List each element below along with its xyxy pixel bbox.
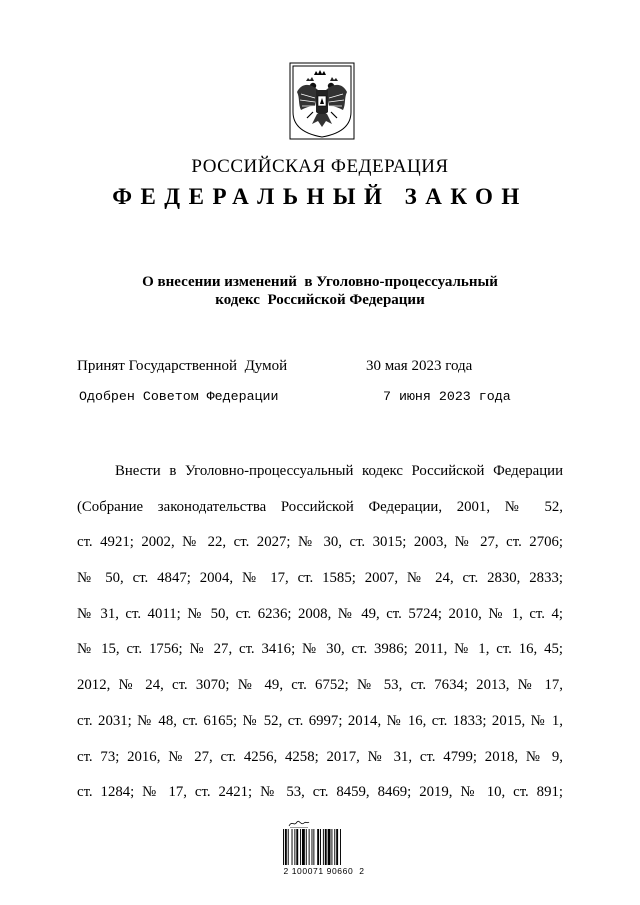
barcode-bar bbox=[328, 829, 331, 865]
body-line: ст. 4921; 2002, № 22, ст. 2027; № 30, ст. 3015; 2003, № 27, ст. 2706; bbox=[77, 534, 563, 551]
duma-adoption-date: 30 мая 2023 года bbox=[366, 358, 473, 374]
barcode-number: 2 100071 90660 2 bbox=[283, 866, 365, 876]
body-line: ст. 1284; № 17, ст. 2421; № 53, ст. 8459, 8469; 2019, № 10, ст. 891; bbox=[77, 784, 563, 801]
document-type-heading: ФЕДЕРАЛЬНЫЙ ЗАКОН bbox=[112, 184, 528, 209]
law-subject-title bbox=[100, 273, 540, 309]
barcode-bar bbox=[312, 829, 313, 865]
barcode-bar bbox=[323, 829, 324, 865]
body-line: Внести в Уголовно-процессуальный кодекс Российской Федерации bbox=[115, 463, 563, 479]
council-approval-date: 7 июня 2023 года bbox=[383, 389, 511, 404]
barcode-bar bbox=[309, 829, 310, 865]
duma-adoption-label: Принят Государственной Думой bbox=[77, 358, 288, 374]
barcode-bar bbox=[288, 829, 289, 865]
body-line: ст. 73; 2016, № 27, ст. 4256, 4258; 2017, № 31, ст. 4799; 2018, № 9, bbox=[77, 748, 563, 765]
barcode-bar bbox=[296, 829, 298, 865]
law-body-text bbox=[77, 459, 563, 816]
barcode-bar bbox=[292, 829, 293, 865]
document-barcode bbox=[282, 818, 366, 878]
barcode-bar bbox=[325, 829, 327, 865]
barcode-bar bbox=[334, 829, 335, 865]
barcode-bar bbox=[302, 829, 305, 865]
barcode-bar bbox=[283, 829, 284, 865]
body-line: 2012, № 24, ст. 3070; № 49, ст. 6752; № 53, ст. 7634; 2013, № 17, bbox=[77, 677, 563, 694]
barcode-bar bbox=[313, 829, 314, 865]
barcode-bar bbox=[285, 829, 287, 865]
coat-of-arms-icon bbox=[289, 62, 355, 140]
country-name: РОССИЙСКАЯ ФЕДЕРАЦИЯ bbox=[191, 156, 449, 177]
subject-line: О внесении изменений в Уголовно-процессуальный bbox=[142, 274, 498, 290]
signature-mark-icon bbox=[288, 818, 310, 828]
barcode-bar bbox=[317, 829, 319, 865]
barcode-bar bbox=[320, 829, 321, 865]
barcode-icon bbox=[282, 829, 366, 865]
barcode-bar bbox=[336, 829, 338, 865]
subject-line: кодекс Российской Федерации bbox=[215, 292, 425, 308]
body-line: № 50, ст. 4847; 2004, № 17, ст. 1585; 2007, № 24, ст. 2830, 2833; bbox=[77, 570, 563, 587]
barcode-bar bbox=[340, 829, 341, 865]
body-line: № 15, ст. 1756; № 27, ст. 3416; № 30, ст. 3986; 2011, № 1, ст. 16, 45; bbox=[77, 641, 563, 658]
barcode-bar bbox=[306, 829, 307, 865]
body-line: № 31, ст. 4011; № 50, ст. 6236; 2008, № 49, ст. 5724; 2010, № 1, ст. 4; bbox=[77, 605, 563, 622]
body-line: (Собрание законодательства Российской Федерации, 2001, № 52, bbox=[77, 498, 563, 515]
barcode-bar bbox=[331, 829, 332, 865]
body-line: ст. 2031; № 48, ст. 6165; № 52, ст. 6997; 2014, № 16, ст. 1833; 2015, № 1, bbox=[77, 712, 563, 729]
barcode-bar bbox=[294, 829, 295, 865]
barcode-bar bbox=[300, 829, 301, 865]
council-approval-label: Одобрен Советом Федерации bbox=[79, 389, 279, 404]
